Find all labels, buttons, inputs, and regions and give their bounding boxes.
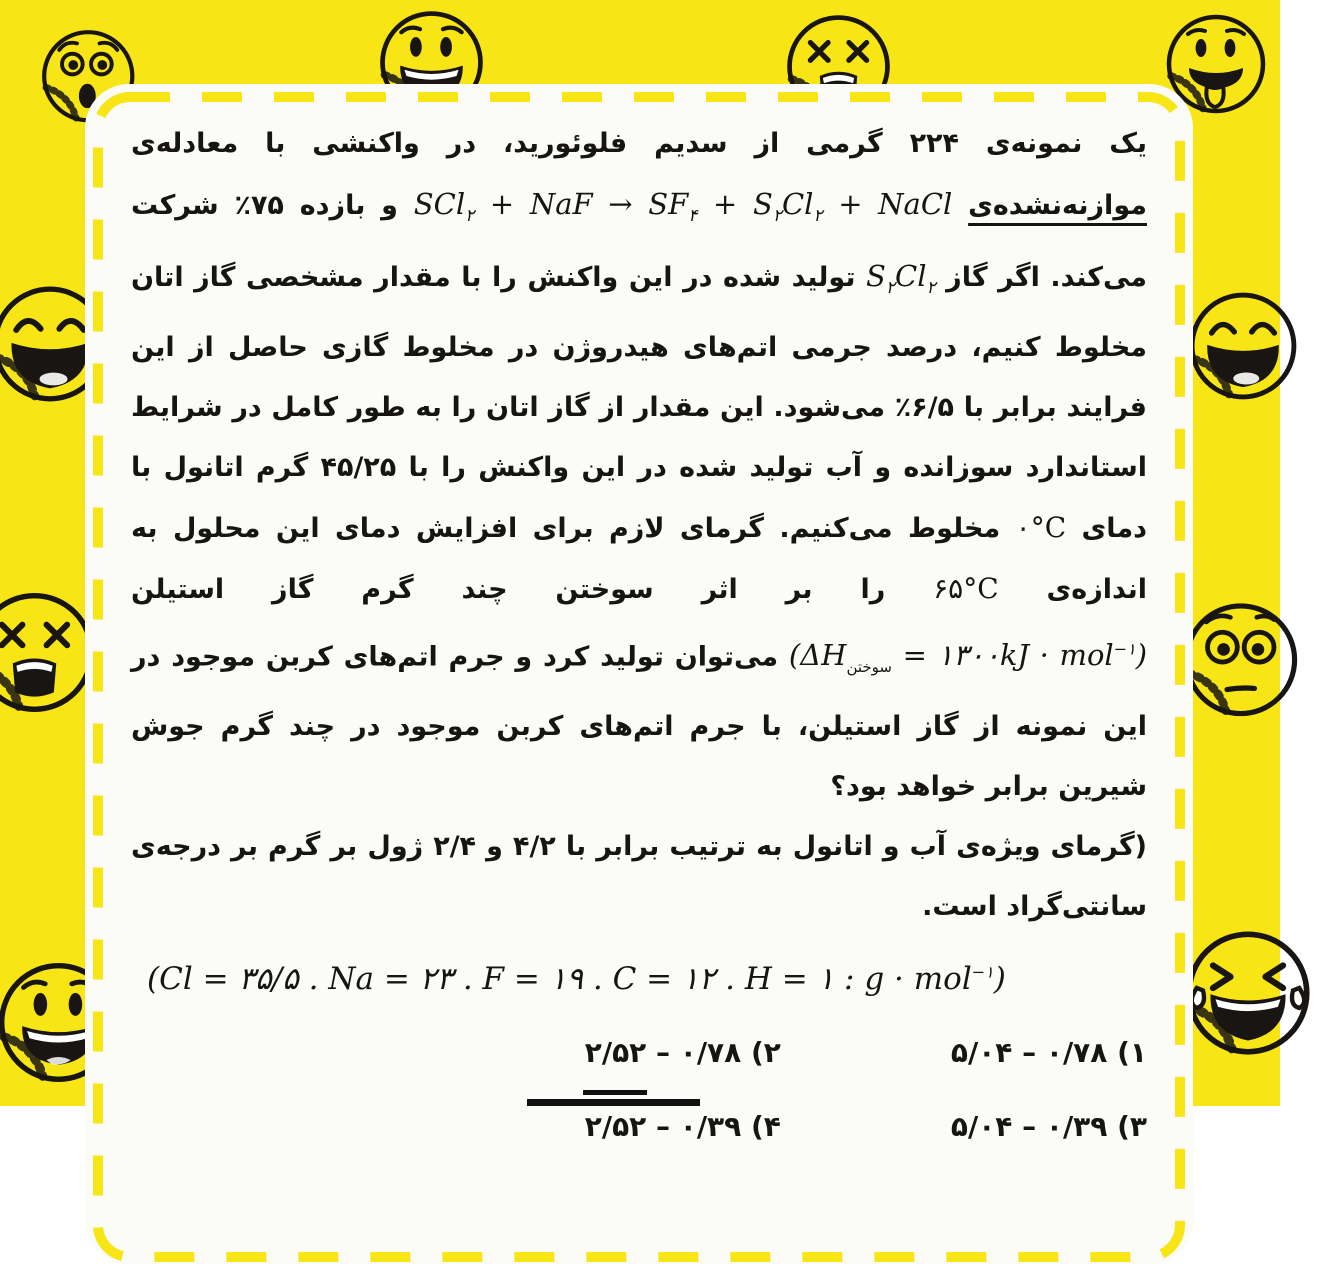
laughing-tears-face-icon: [1173, 918, 1323, 1068]
card-content: [85, 84, 1193, 1157]
option-2: ۲/۵۲ – ۰/۷۸ (۲: [584, 1036, 781, 1070]
options-row-1: [131, 1023, 1147, 1083]
option-1: ۵/۰۴ – ۰/۷۸ (۱: [950, 1036, 1147, 1070]
cutoff-mark-long: [527, 1099, 700, 1106]
question-paragraph: یک نمونه‌ی ۲۲۴ گرمی از سدیم فلوئورید، در واکنشی با معادله‌ی موازنه‌نشده‌ی SCl$_۲$ + NaF → $SF_۴ + S_۲Cl_۲$ + NaCl و بازده ۷۵٪ شرکت می‌کند. اگر گاز $S_۲Cl_۲$ تولید شده در این واکنش را با مقدار مشخصی گاز اتان مخلوط کنیم، درصد جرمی اتم‌های هیدروژن در مخلوط گازی حاصل از این فرایند برابر با ۶/۵٪ می‌شود. این مقدار از گاز اتان را به طور کامل در شرایط استاندارد سوزانده و آب تولید شده در این واکنش را با ۴۵/۲۵ گرم اتانول با دمای ۰°C مخلوط می‌کنیم. گرمای لازم برای افزایش دمای این محلول به اندازه‌ی ۶۵°C را بر اثر سوختن چند گرم گاز استیلن ($\Delta H_{سوختن}$ = ۱۳۰۰kJ · mol$^{-۱}$) می‌توان تولید کرد و جرم اتم‌های کربن موجود در این نمونه از گاز استیلن، با جرم اتم‌های کربن موجود در چند گرم جوش شیرین برابر خواهد بود؟: [131, 128, 1148, 803]
option-3: ۵/۰۴ – ۰/۳۹ (۳: [950, 1110, 1147, 1144]
question-card: [85, 84, 1193, 1264]
cutoff-mark-short: [583, 1090, 647, 1095]
options-row-2: [131, 1097, 1147, 1157]
molar-mass-line: (Cl = ۳۵/۵ . Na = ۲۳ . F = ۱۹ . C = ۱۲ . H = ۱ : g · mol$^{-۱}$): [147, 961, 1006, 998]
laughing-face-right-icon: [1178, 281, 1308, 411]
note-paragraph: (گرمای ویژه‌ی آب و اتانول به ترتیب برابر با ۴/۲ و ۲/۴ ژول بر گرم بر درجه‌ی سانتی‌گراد است.: [131, 831, 1147, 923]
option-4: ۲/۵۲ – ۰/۳۹ (۴: [584, 1110, 781, 1144]
